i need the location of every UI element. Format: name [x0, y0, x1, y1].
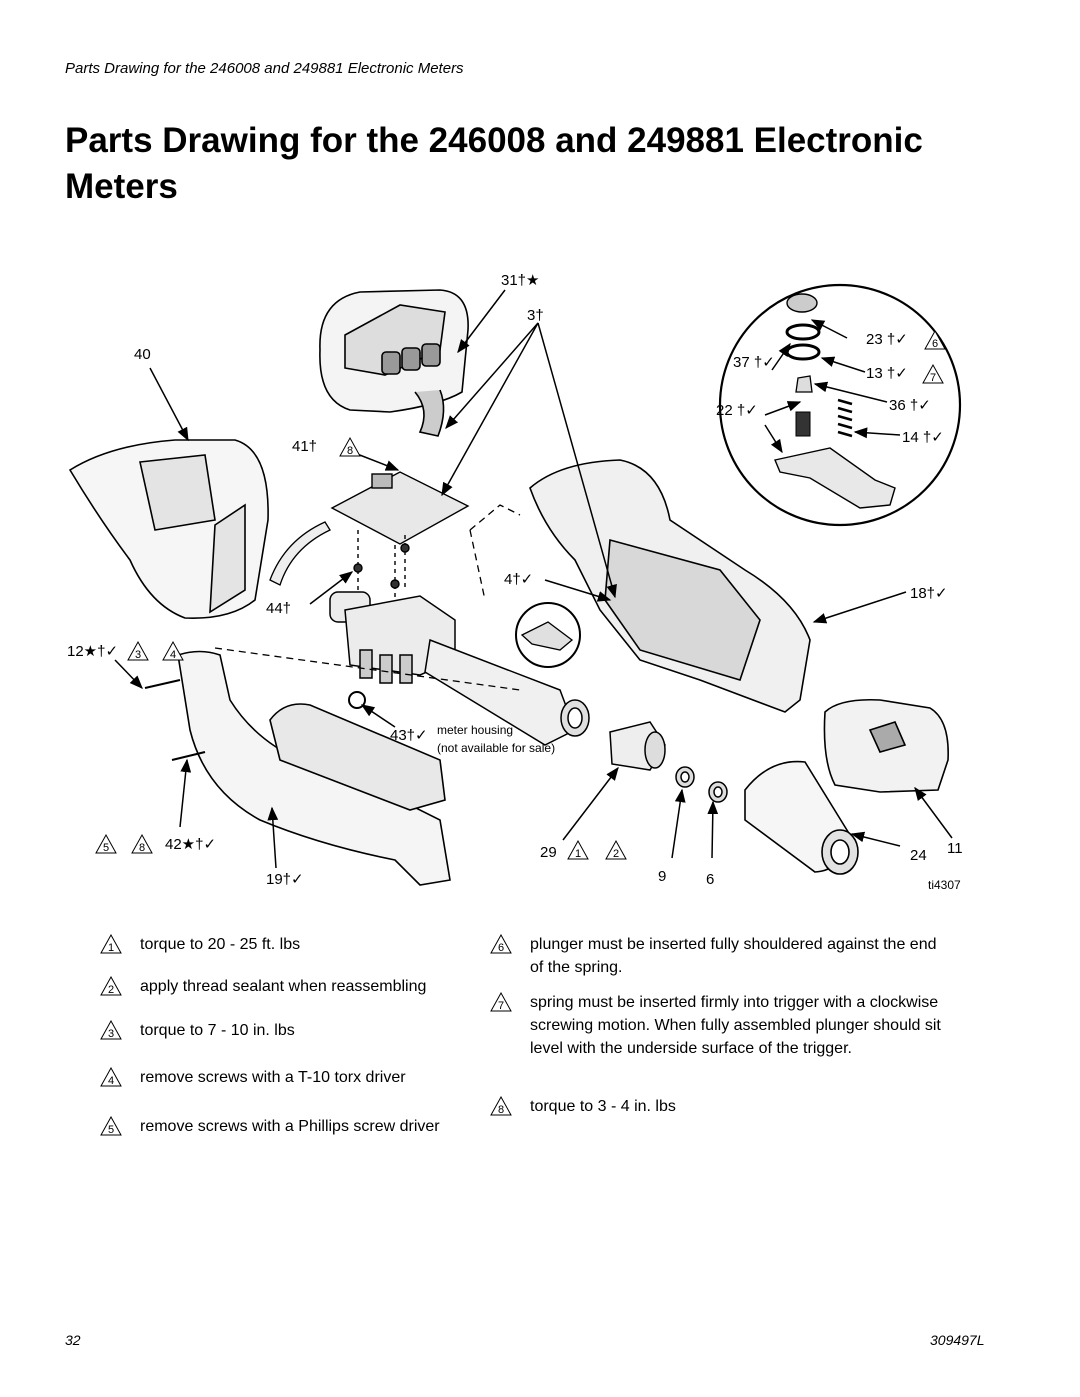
callout-36: 36 †✓: [889, 397, 931, 414]
callout-3: 3†: [527, 307, 544, 324]
svg-text:5: 5: [103, 842, 110, 854]
note-4-triangle-icon: [100, 1067, 122, 1087]
note-5-text: remove screws with a Phillips screw driver: [140, 1118, 440, 1135]
callout-6: 6: [706, 871, 715, 888]
svg-text:5: 5: [108, 1124, 115, 1136]
note-5-triangle-icon: [100, 1116, 122, 1136]
svg-text:8: 8: [139, 842, 146, 854]
note-8-triangle-icon: [490, 1096, 512, 1116]
callout-4: 4†✓: [504, 571, 534, 588]
washer-parts: [676, 767, 727, 802]
tube-fitting-part: [610, 722, 665, 770]
ribbon-cable-part: [270, 522, 330, 585]
svg-text:3: 3: [108, 1028, 115, 1040]
callout-22: 22 †✓: [716, 402, 758, 419]
not-available-label: (not available for sale): [437, 741, 556, 755]
display-cover-part: [320, 290, 468, 436]
svg-text:4: 4: [108, 1075, 115, 1087]
note-6-triangle-icon: [490, 934, 512, 954]
note-mark-3-item-12: [128, 642, 148, 661]
svg-text:3: 3: [135, 649, 142, 661]
callout-13: 13 †✓: [866, 365, 908, 382]
callout-9: 9: [658, 868, 667, 885]
trigger-assembly-detail: [516, 603, 580, 667]
callout-14: 14 †✓: [902, 429, 944, 446]
note-mark-5-item-42: [96, 835, 116, 854]
handle-housing-part: [178, 652, 450, 886]
meter-housing-label: meter housing: [437, 723, 514, 737]
parts-exploded-diagram: [0, 240, 1080, 910]
svg-text:4: 4: [170, 649, 177, 661]
callout-42: 42★†✓: [165, 836, 217, 853]
callout-23: 23 †✓: [866, 331, 908, 348]
battery-cover-part: [824, 700, 948, 792]
callout-19: 19†✓: [266, 871, 304, 888]
svg-text:6: 6: [498, 942, 505, 954]
note-2-text: apply thread sealant when reassembling: [140, 978, 427, 995]
svg-text:2: 2: [613, 848, 620, 860]
note-8-text: torque to 3 - 4 in. lbs: [530, 1098, 676, 1115]
note-3-text: torque to 7 - 10 in. lbs: [140, 1022, 295, 1039]
callout-18: 18†✓: [910, 585, 948, 602]
note-mark-8-item-42: [132, 835, 152, 854]
svg-text:7: 7: [930, 372, 937, 384]
svg-text:8: 8: [347, 445, 354, 457]
svg-text:2: 2: [108, 984, 115, 996]
note-3-triangle-icon: [100, 1020, 122, 1040]
svg-text:7: 7: [498, 1000, 505, 1012]
callout-24: 24: [910, 847, 927, 864]
note-6-text: plunger must be inserted fully shouldered against the end of the spring.: [530, 936, 937, 976]
callout-44: 44†: [266, 600, 292, 617]
page-title: Parts Drawing for the 246008 and 249881 Electronic Meters: [65, 121, 923, 206]
callout-12: 12★†✓: [67, 643, 119, 660]
note-1-triangle-icon: [100, 934, 122, 954]
callout-37: 37 †✓: [733, 354, 775, 371]
running-header: Parts Drawing for the 246008 and 249881 Electronic Meters: [65, 60, 464, 77]
illustration-id: ti4307: [928, 878, 961, 892]
note-mark-8-item-41: [340, 438, 360, 457]
callout-29: 29: [540, 844, 557, 861]
svg-text:6: 6: [932, 338, 939, 350]
svg-text:1: 1: [108, 942, 115, 954]
callout-11: 11: [947, 840, 963, 857]
document-number: 309497L: [930, 1332, 985, 1348]
note-mark-2-item-29: [606, 841, 626, 860]
page-number: 32: [65, 1332, 81, 1348]
note-2-triangle-icon: [100, 976, 122, 996]
note-1-text: torque to 20 - 25 ft. lbs: [140, 936, 301, 953]
svg-text:8: 8: [498, 1104, 505, 1116]
boot-cover-part: [70, 440, 268, 618]
callout-43: 43†✓: [390, 727, 428, 744]
callout-41: 41†: [292, 438, 318, 455]
circuit-board-part: [332, 472, 468, 600]
note-4-text: remove screws with a T-10 torx driver: [140, 1069, 406, 1086]
note-mark-4-item-12: [163, 642, 183, 661]
svg-text:1: 1: [575, 848, 582, 860]
callout-31: 31†★: [501, 272, 540, 289]
callout-40: 40: [134, 346, 151, 363]
note-mark-1-item-29: [568, 841, 588, 860]
note-7-text: spring must be inserted firmly into trigger with a clockwise screwing motion. When fully assembled plunger should sit level with the underside surface of the trigger.: [530, 994, 941, 1057]
note-7-triangle-icon: [490, 992, 512, 1012]
